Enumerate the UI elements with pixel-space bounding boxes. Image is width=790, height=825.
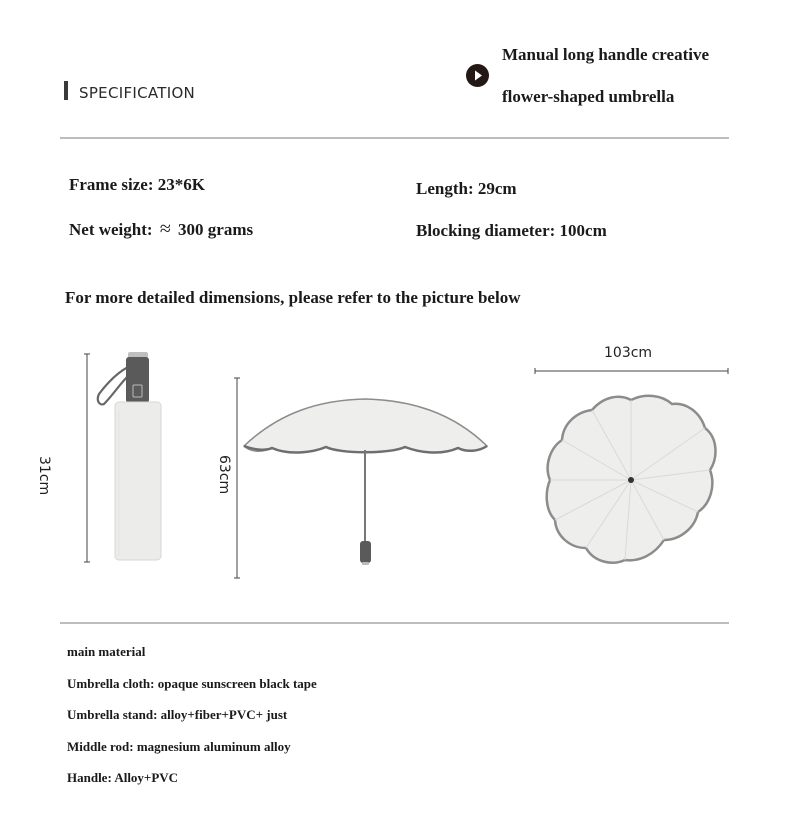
approx-symbol: ≈	[159, 218, 171, 240]
divider-bottom	[60, 622, 729, 624]
canopy-width-label: 103cm	[604, 345, 653, 361]
material-stand: Umbrella stand: alloy+fiber+PVC+ just	[67, 707, 288, 722]
product-title-line1: Manual long handle creative	[502, 45, 709, 64]
material-cloth: Umbrella cloth: opaque sunscreen black tape	[67, 676, 317, 691]
top-view-umbrella-image	[535, 368, 728, 563]
net-weight-label: Net weight:	[69, 220, 153, 239]
net-weight	[69, 218, 253, 241]
open-umbrella-image	[234, 378, 487, 578]
product-title-line2: flower-shaped umbrella	[502, 87, 675, 106]
frame-size: Frame size: 23*6K	[69, 175, 205, 194]
net-weight-value: 300 grams	[178, 220, 254, 239]
material-heading: main material	[67, 644, 146, 659]
open-height-label: 63cm	[216, 455, 232, 495]
blocking-diameter: Blocking diameter: 100cm	[416, 221, 607, 240]
material-handle: Handle: Alloy+PVC	[67, 770, 179, 785]
spec-label: SPECIFICATION	[79, 84, 196, 102]
spec-marker	[64, 81, 68, 100]
length: Length: 29cm	[416, 179, 517, 198]
dimension-drawings	[0, 330, 790, 590]
folded-umbrella-image	[84, 352, 161, 562]
material-rod: Middle rod: magnesium aluminum alloy	[67, 739, 291, 754]
play-icon	[466, 64, 489, 87]
folded-height-label: 31cm	[36, 456, 52, 496]
divider-top	[60, 137, 729, 139]
dimensions-note: For more detailed dimensions, please refer to the picture below	[65, 288, 521, 307]
